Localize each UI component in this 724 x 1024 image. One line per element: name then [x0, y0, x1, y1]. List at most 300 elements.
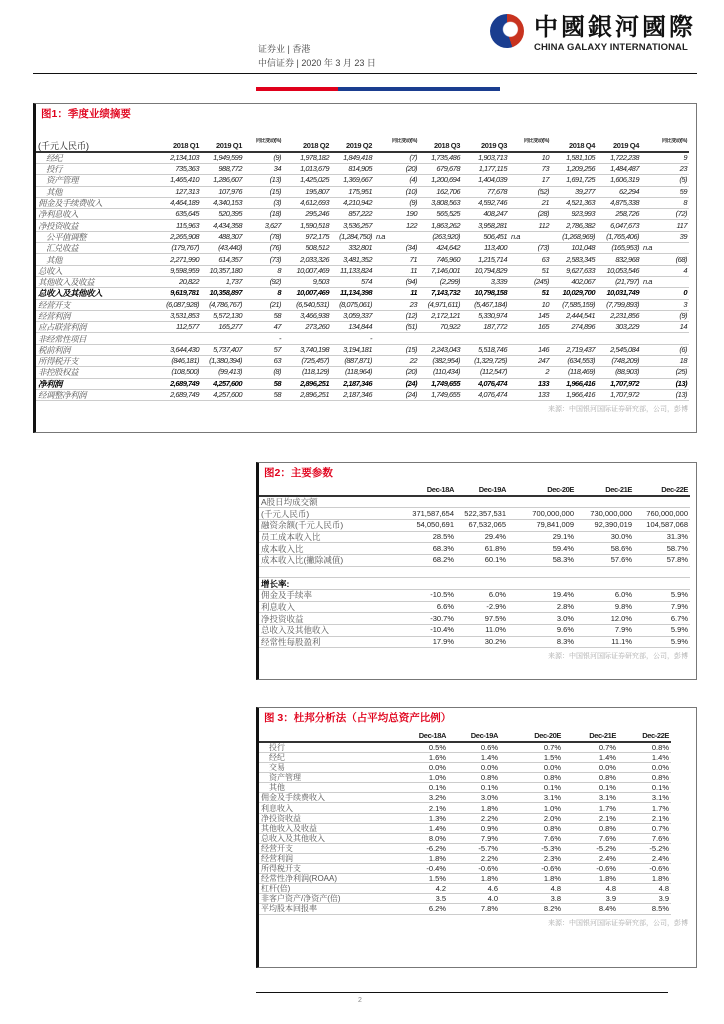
table-cell: 58 — [244, 310, 283, 321]
table-cell: (20) — [374, 367, 419, 378]
table-cell: 1.5% — [406, 874, 448, 884]
table-cell: (88,903) — [597, 367, 641, 378]
column-header: Dec-20E — [508, 482, 576, 496]
table-cell: 8.3% — [508, 636, 576, 648]
table-cell: 3,958,281 — [462, 220, 509, 231]
table-cell: 730,000,000 — [576, 508, 634, 520]
table-row — [259, 590, 690, 602]
table-cell: 162,706 — [419, 186, 462, 197]
table-cell: (108,500) — [151, 367, 201, 378]
table-cell — [634, 566, 690, 578]
column-header: 2018 Q2 — [283, 138, 331, 152]
table-cell: 4,340,153 — [201, 197, 244, 208]
row-label: 交易 — [259, 763, 406, 773]
table-cell: 59.4% — [508, 543, 576, 555]
source-note: 来源：中国银河国际证券研究部，公司，彭博 — [548, 919, 688, 927]
table-row — [36, 220, 689, 231]
table-cell — [462, 333, 509, 344]
accent-bar-red — [256, 87, 338, 91]
table-cell: (245) — [509, 276, 551, 287]
table-cell: 31.3% — [634, 531, 690, 543]
table-row — [259, 823, 671, 833]
table-cell: 115,963 — [151, 220, 201, 231]
table-cell — [151, 333, 201, 344]
table-cell: 3,808,563 — [419, 197, 462, 208]
row-label: 总收入及其他收入 — [36, 288, 151, 299]
table-cell: 1,369,667 — [331, 175, 374, 186]
table-cell: 247 — [509, 356, 551, 367]
key-assumptions-panel — [256, 462, 697, 680]
table-row — [259, 864, 671, 874]
table-cell: 3.2% — [406, 793, 448, 803]
table-row — [259, 773, 671, 783]
row-label: 利息收入 — [259, 803, 406, 813]
table-cell: 2.2% — [448, 853, 500, 863]
table-cell: 60.1% — [456, 554, 508, 566]
table-cell: 1,722,238 — [597, 152, 641, 164]
table-row — [259, 904, 671, 914]
table-cell: 195,807 — [283, 186, 331, 197]
table-cell: 23 — [374, 299, 419, 310]
table-cell: 1,177,115 — [462, 164, 509, 175]
table-cell: 5,737,407 — [201, 344, 244, 355]
table-cell: 0.0% — [618, 763, 671, 773]
table-cell: (8,075,061) — [331, 299, 374, 310]
table-cell: 57.6% — [576, 554, 634, 566]
row-label — [259, 566, 401, 578]
table-cell: 9,619,781 — [151, 288, 201, 299]
table-cell: 2,243,043 — [419, 344, 462, 355]
row-label: 其他收入及收益 — [36, 276, 151, 287]
table-row — [259, 884, 671, 894]
row-label: 经调整净利润 — [36, 389, 151, 400]
column-header: Dec-20E — [500, 728, 563, 742]
table-cell: 1,209,256 — [551, 164, 597, 175]
table-cell: 10,029,700 — [551, 288, 597, 299]
table-row — [259, 813, 671, 823]
column-header: Dec-19A — [456, 482, 508, 496]
table-cell: 0.1% — [563, 783, 618, 793]
table-cell: (112,547) — [462, 367, 509, 378]
table-cell: 4,521,363 — [551, 197, 597, 208]
table-cell: 2,187,346 — [331, 389, 374, 400]
row-label: 资产管理 — [259, 773, 406, 783]
table-cell: 62,294 — [597, 186, 641, 197]
table-cell: 258,726 — [597, 209, 641, 220]
header-divider — [33, 73, 697, 74]
table-row — [36, 367, 689, 378]
table-cell: (51) — [374, 322, 419, 333]
column-header: Dec-21E — [563, 728, 618, 742]
table-cell — [508, 496, 576, 508]
table-cell: 1,735,486 — [419, 152, 462, 164]
table-cell: 63 — [509, 254, 551, 265]
table-cell: 4,875,338 — [597, 197, 641, 208]
table-cell: 3.1% — [618, 793, 671, 803]
table-row — [36, 231, 689, 242]
table-cell: 10,798,158 — [462, 288, 509, 299]
dupont-analysis-panel — [256, 707, 697, 968]
table-cell: 0.8% — [563, 773, 618, 783]
table-cell: n.a — [374, 231, 419, 242]
table-cell: (20) — [374, 164, 419, 175]
table-row — [36, 197, 689, 208]
table-cell: 4,464,189 — [151, 197, 201, 208]
table-cell: -6.2% — [406, 843, 448, 853]
table-cell: 7,143,732 — [419, 288, 462, 299]
table-cell — [508, 578, 576, 590]
table-cell: 1.5% — [500, 753, 563, 763]
table-cell: 3,339 — [462, 276, 509, 287]
table-cell: 332,801 — [331, 243, 374, 254]
table-cell: 58.7% — [634, 543, 690, 555]
row-label: 总收入 — [36, 265, 151, 276]
table-cell: 1,966,416 — [551, 389, 597, 400]
table-cell: 1.4% — [563, 753, 618, 763]
table-cell: 274,896 — [551, 322, 597, 333]
table-cell: 22 — [374, 356, 419, 367]
row-label: 非经常性项目 — [36, 333, 151, 344]
table-cell: 5.9% — [634, 636, 690, 648]
table-cell: 57.8% — [634, 554, 690, 566]
table-cell: 0.7% — [500, 742, 563, 753]
table-cell: 67,532,065 — [456, 519, 508, 531]
column-header: Dec-18A — [406, 728, 448, 742]
table-cell: 3,740,198 — [283, 344, 331, 355]
table-cell: (68) — [641, 254, 689, 265]
table-cell: 17 — [509, 175, 551, 186]
table-cell: 97.5% — [456, 613, 508, 625]
table-cell: 1.0% — [406, 773, 448, 783]
row-label: 净投资收益 — [259, 813, 406, 823]
table-cell: 8.2% — [500, 904, 563, 914]
table-cell: (4) — [374, 175, 419, 186]
table-row — [36, 186, 689, 197]
header-row — [36, 138, 689, 152]
row-label: 员工成本收入比 — [259, 531, 401, 543]
table-cell: 2,545,084 — [597, 344, 641, 355]
row-label: 汇兑收益 — [36, 243, 151, 254]
table-cell: (72) — [641, 209, 689, 220]
table-cell: (1,284,750) — [331, 231, 374, 242]
table-cell: 4.0 — [448, 894, 500, 904]
table-cell: 17.9% — [401, 636, 456, 648]
header-row — [259, 482, 690, 496]
column-header: Dec-18A — [401, 482, 456, 496]
table-cell: 19.4% — [508, 590, 576, 602]
table-cell: 4,257,600 — [201, 389, 244, 400]
table-cell: 0 — [641, 288, 689, 299]
table-cell: 71 — [374, 254, 419, 265]
table-cell: 101,048 — [551, 243, 597, 254]
table-cell: 59 — [641, 186, 689, 197]
table-cell: 488,307 — [201, 231, 244, 242]
table-cell: 832,968 — [597, 254, 641, 265]
table-row — [36, 344, 689, 355]
table-cell: (7) — [374, 152, 419, 164]
table-cell: 0.5% — [406, 742, 448, 753]
table-cell: 10,031,749 — [597, 288, 641, 299]
row-label: 经营开支 — [259, 843, 406, 853]
table-cell: 10,794,829 — [462, 265, 509, 276]
table-cell: 20,822 — [151, 276, 201, 287]
table-cell: 0.9% — [448, 823, 500, 833]
table-cell: 3,531,853 — [151, 310, 201, 321]
row-label: 非控股权益 — [36, 367, 151, 378]
table-cell: 3 — [641, 299, 689, 310]
table-cell: 3,466,938 — [283, 310, 331, 321]
table-cell: 424,642 — [419, 243, 462, 254]
row-label: 所得税开支 — [259, 864, 406, 874]
table-cell — [419, 333, 462, 344]
table-cell: 1.4% — [406, 823, 448, 833]
table-row — [259, 531, 690, 543]
table-cell: 0.8% — [563, 823, 618, 833]
table-cell: 47 — [244, 322, 283, 333]
table-cell: (887,871) — [331, 356, 374, 367]
table-cell: n.a — [509, 231, 551, 242]
row-label: 投行 — [259, 742, 406, 753]
table-cell: 117 — [641, 220, 689, 231]
table-cell: 1,425,025 — [283, 175, 331, 186]
table-cell: 112 — [509, 220, 551, 231]
table-cell: (748,209) — [597, 356, 641, 367]
column-header: Dec-22E — [634, 482, 690, 496]
table-cell: 3,481,352 — [331, 254, 374, 265]
figure-title: 图1：季度业绩摘要 — [41, 108, 131, 120]
table-cell: 1.8% — [448, 874, 500, 884]
table-cell: 2,719,437 — [551, 344, 597, 355]
table-cell: (24) — [374, 389, 419, 400]
table-cell: 23 — [641, 164, 689, 175]
table-cell — [374, 333, 419, 344]
table-cell: 0.8% — [448, 773, 500, 783]
table-cell: 8 — [244, 288, 283, 299]
page-number: 2 — [358, 997, 362, 1004]
table-row — [36, 333, 689, 344]
table-cell: 1.8% — [448, 803, 500, 813]
table-cell: 574 — [331, 276, 374, 287]
table-cell: 2,187,346 — [331, 378, 374, 389]
table-cell: 6.6% — [401, 601, 456, 613]
table-cell: -0.4% — [406, 864, 448, 874]
table-cell: 2.1% — [406, 803, 448, 813]
table-cell: 9.8% — [576, 601, 634, 613]
table-cell: - — [244, 333, 283, 344]
table-cell: 6.2% — [406, 904, 448, 914]
table-cell: (21,797) — [597, 276, 641, 287]
table-cell: 408,247 — [462, 209, 509, 220]
table-cell: 5.9% — [634, 625, 690, 637]
footer-divider — [256, 992, 668, 993]
table-cell: 1.3% — [406, 813, 448, 823]
table-cell — [576, 566, 634, 578]
table-cell: 0.0% — [500, 763, 563, 773]
table-cell: -0.6% — [563, 864, 618, 874]
table-cell: 1.7% — [563, 803, 618, 813]
table-cell — [641, 333, 689, 344]
table-cell: (13) — [641, 378, 689, 389]
column-header: 同比变动(%) — [509, 138, 551, 152]
table-cell — [576, 496, 634, 508]
table-cell: 0.6% — [448, 742, 500, 753]
figure-title: 图2：主要参数 — [264, 467, 333, 479]
table-cell: 39,277 — [551, 186, 597, 197]
table-cell: 0.0% — [448, 763, 500, 773]
table-cell: 11 — [374, 265, 419, 276]
column-header: Dec-19A — [448, 728, 500, 742]
table-cell: (263,920) — [419, 231, 462, 242]
table-cell: 112,577 — [151, 322, 201, 333]
row-label: 佣金及手续费收入 — [259, 793, 406, 803]
table-cell: 4 — [641, 265, 689, 276]
table-cell: 10,007,469 — [283, 265, 331, 276]
table-cell: 814,905 — [331, 164, 374, 175]
table-cell: 2 — [509, 367, 551, 378]
table-cell: 4.6 — [448, 884, 500, 894]
table-cell — [509, 333, 551, 344]
table-cell: -5.2% — [618, 843, 671, 853]
table-cell: 39 — [641, 231, 689, 242]
table-cell: (6,087,928) — [151, 299, 201, 310]
table-cell: 77,678 — [462, 186, 509, 197]
row-label: 净投资收益 — [259, 613, 401, 625]
table-cell: (1,268,969) — [551, 231, 597, 242]
table-row — [36, 254, 689, 265]
table-cell: 295,246 — [283, 209, 331, 220]
table-cell: 10 — [509, 299, 551, 310]
table-row — [259, 742, 671, 753]
table-cell: 30.2% — [456, 636, 508, 648]
table-cell: 51 — [509, 288, 551, 299]
table-cell — [456, 578, 508, 590]
table-cell: 11.0% — [456, 625, 508, 637]
table-cell: 9,503 — [283, 276, 331, 287]
table-row — [259, 793, 671, 803]
table-cell: 11,133,824 — [331, 265, 374, 276]
table-cell: 3,627 — [244, 220, 283, 231]
table-cell: 2.1% — [618, 813, 671, 823]
table-cell: (18) — [244, 209, 283, 220]
table-cell: 1,966,416 — [551, 378, 597, 389]
table-cell: 1.4% — [448, 753, 500, 763]
table-cell: (3) — [244, 197, 283, 208]
table-cell: 61.8% — [456, 543, 508, 555]
table-cell: 4.8 — [563, 884, 618, 894]
table-row — [36, 288, 689, 299]
table-cell: 8.4% — [563, 904, 618, 914]
row-label: 其他 — [36, 186, 151, 197]
row-label: 净利息收入 — [36, 209, 151, 220]
table-row — [259, 803, 671, 813]
table-cell: 18 — [641, 356, 689, 367]
row-label: 税前利润 — [36, 344, 151, 355]
table-cell: (10) — [374, 186, 419, 197]
table-cell: -10.4% — [401, 625, 456, 637]
table-cell: 1,581,105 — [551, 152, 597, 164]
table-cell: 2,033,326 — [283, 254, 331, 265]
row-label: 佣金及手续率 — [259, 590, 401, 602]
table-cell: 1,691,725 — [551, 175, 597, 186]
row-label: 总收入及其他收入 — [259, 833, 406, 843]
table-cell: (118,469) — [551, 367, 597, 378]
table-cell: 5,572,130 — [201, 310, 244, 321]
table-cell: 58 — [244, 378, 283, 389]
row-label: 杠杆(倍) — [259, 884, 406, 894]
column-header: 2019 Q4 — [597, 138, 641, 152]
table-cell: - — [331, 333, 374, 344]
table-row — [36, 322, 689, 333]
table-cell: 8 — [641, 197, 689, 208]
table-cell: 0.1% — [406, 783, 448, 793]
table-cell: 54,050,691 — [401, 519, 456, 531]
table-cell: 746,960 — [419, 254, 462, 265]
table-cell: (6,540,531) — [283, 299, 331, 310]
table-cell: 1,465,410 — [151, 175, 201, 186]
table-cell: (634,553) — [551, 356, 597, 367]
table-cell: 2,583,345 — [551, 254, 597, 265]
table-cell: 522,357,531 — [456, 508, 508, 520]
unit-label — [259, 728, 406, 742]
company-logo — [490, 14, 700, 54]
table-cell: -0.6% — [618, 864, 671, 874]
table-cell: 146 — [509, 344, 551, 355]
table-cell: -5.3% — [500, 843, 563, 853]
table-cell: 0.1% — [500, 783, 563, 793]
galaxy-logo-icon — [490, 14, 524, 48]
table-row — [259, 843, 671, 853]
table-cell: 7.9% — [576, 625, 634, 637]
table-cell: 1,863,262 — [419, 220, 462, 231]
table-cell: 3,059,337 — [331, 310, 374, 321]
table-row — [36, 299, 689, 310]
column-header: 同比变动(%) — [244, 138, 283, 152]
table-cell: 1.8% — [563, 874, 618, 884]
table-cell: 79,841,009 — [508, 519, 576, 531]
table-cell: (1,765,406) — [597, 231, 641, 242]
table-cell: 6.0% — [576, 590, 634, 602]
table-row — [259, 753, 671, 763]
table-cell: 4.2 — [406, 884, 448, 894]
table-cell — [551, 333, 597, 344]
table-cell: 402,067 — [551, 276, 597, 287]
table-cell: 760,000,000 — [634, 508, 690, 520]
row-label: 经常性净利润(ROAA) — [259, 874, 406, 884]
row-label: A股日均成交额 — [259, 496, 401, 508]
table-cell: 2,896,251 — [283, 389, 331, 400]
table-cell: 28.5% — [401, 531, 456, 543]
table-cell: 63 — [244, 356, 283, 367]
row-label: 经纪 — [36, 152, 151, 164]
table-cell: 2,172,121 — [419, 310, 462, 321]
table-cell: 2.2% — [448, 813, 500, 823]
table-cell: (92) — [244, 276, 283, 287]
table-cell: 1,949,599 — [201, 152, 244, 164]
table-cell: 9.6% — [508, 625, 576, 637]
table-cell: 57 — [244, 344, 283, 355]
table-cell: 0.0% — [406, 763, 448, 773]
column-header: Dec-22E — [618, 728, 671, 742]
table-cell: 506,451 — [462, 231, 509, 242]
table-cell: 303,229 — [597, 322, 641, 333]
table-cell: 30.0% — [576, 531, 634, 543]
table-cell: (28) — [509, 209, 551, 220]
table-cell: 68.2% — [401, 554, 456, 566]
table-cell: 134,844 — [331, 322, 374, 333]
table-cell — [401, 566, 456, 578]
row-label: 平均股本回报率 — [259, 904, 406, 914]
table-cell: (15) — [244, 186, 283, 197]
